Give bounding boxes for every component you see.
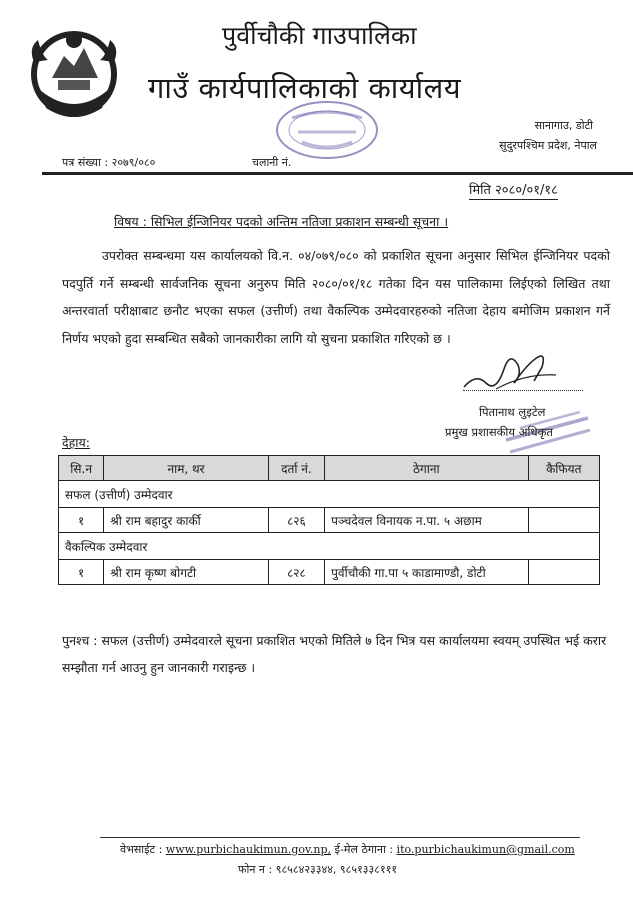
nepal-emblem-icon — [22, 18, 127, 128]
cell-address: पञ्चदेवल विनायक न.पा. ५ अछाम — [325, 508, 528, 533]
section-row-alternate — [59, 533, 600, 560]
letter-number: पत्र संख्या : २०७९/०८० — [62, 156, 156, 169]
header-divider — [42, 172, 633, 175]
table-header-row — [59, 456, 600, 481]
signer-title: प्रमुख प्रशासकीय अधिकृत — [445, 425, 553, 439]
cell-remarks — [528, 508, 599, 533]
header-remarks: कैफियत — [528, 456, 599, 481]
address-line-2: सुदुरपश्चिम प्रदेश, नेपाल — [499, 139, 597, 152]
header-name: नाम, थर — [104, 456, 269, 481]
header-address: ठेगाना — [325, 456, 528, 481]
email-link[interactable]: ito.purbichaukimun@gmail.com — [396, 843, 575, 856]
cell-reg: ८२८ — [268, 560, 324, 585]
notice-body: उपरोक्त सम्बन्धमा यस कार्यालयको वि.न. ०४/०७९/०८० को प्रकाशित सूचना अनुसार सिभिल ईन्जिनियर पदको पदपुर्ति गर्ने सम्बन्धी सार्वजनिक सूचना अनुरुप मिति २०८०/०१/१८ गतेका दिन यस पालिकामा लिईएको लिखित तथा अन्तरवार्ता परीक्षाबाट छनौट भएका सफल (उत्तीर्ण) तथा वैकल्पिक उम्मेदवारहरुको नतिजा देहाय बमोजिम प्रकाशन गर्ने निर्णय भएको हुदा सम्बन्धित सबैको जानकारीका लागि यो सुचना प्रकाशित गरिएको छ । — [62, 248, 610, 346]
result-table — [58, 455, 600, 585]
cell-remarks — [528, 560, 599, 585]
footer-phone: फोन न : ९८५८४२३३४४, ९८५१३३८१११ — [238, 863, 398, 876]
signer-name: पितानाथ लुइटेल — [479, 405, 546, 419]
postscript-note: पुनश्च : सफल (उत्तीर्ण) उम्मेदवारले सूचना प्रकाशित भएको मितिले ७ दिन भित्र यस कार्यालयमा स्वयम् उपस्थित भई करार सम्झौता गर्न आउनु हुन जानकारी गराइन्छ । — [62, 633, 607, 675]
address-line-1: सानागाउ, डोटी — [534, 119, 593, 132]
table-row — [59, 560, 600, 585]
office-seal-icon — [272, 98, 382, 160]
cell-address: पुर्वीचौकी गा.पा ५ काडामाण्डौ, डोटी — [325, 560, 528, 585]
cell-name: श्री राम कृष्ण बोगटी — [104, 560, 269, 585]
office-name: पुर्वीचौकी गाउपालिका — [222, 21, 417, 50]
footer-contact — [120, 842, 575, 857]
dispatch-number: चलानी नं. — [252, 156, 292, 169]
cell-reg: ८२६ — [268, 508, 324, 533]
table-row — [59, 508, 600, 533]
office-subtitle: गाउँ कार्यपालिकाको कार्यालय — [148, 71, 462, 105]
signature-line — [463, 390, 583, 391]
header-sn: सि.न — [59, 456, 104, 481]
cell-sn: १ — [59, 508, 104, 533]
header-reg: दर्ता नं. — [268, 456, 324, 481]
subject-line: विषय : सिभिल ईन्जिनियर पदको अन्तिम नतिजा प्रकाशन सम्बन्धी सूचना । — [114, 214, 449, 229]
schedule-label: देहाय: — [62, 435, 90, 450]
section-title: वैकल्पिक उम्मेदवार — [59, 533, 600, 560]
section-row-successful — [59, 481, 600, 508]
cell-name: श्री राम बहादुर कार्की — [104, 508, 269, 533]
website-label: वेभसाईट : — [120, 843, 163, 856]
website-link[interactable]: www.purbichaukimun.gov.np, — [165, 843, 332, 856]
document-date: मिति २०८०/०१/१८ — [469, 180, 558, 200]
footer-divider — [100, 837, 580, 838]
section-title: सफल (उत्तीर्ण) उम्मेदवार — [59, 481, 600, 508]
cell-sn: १ — [59, 560, 104, 585]
email-label: ई-मेल ठेगाना : — [334, 843, 394, 856]
